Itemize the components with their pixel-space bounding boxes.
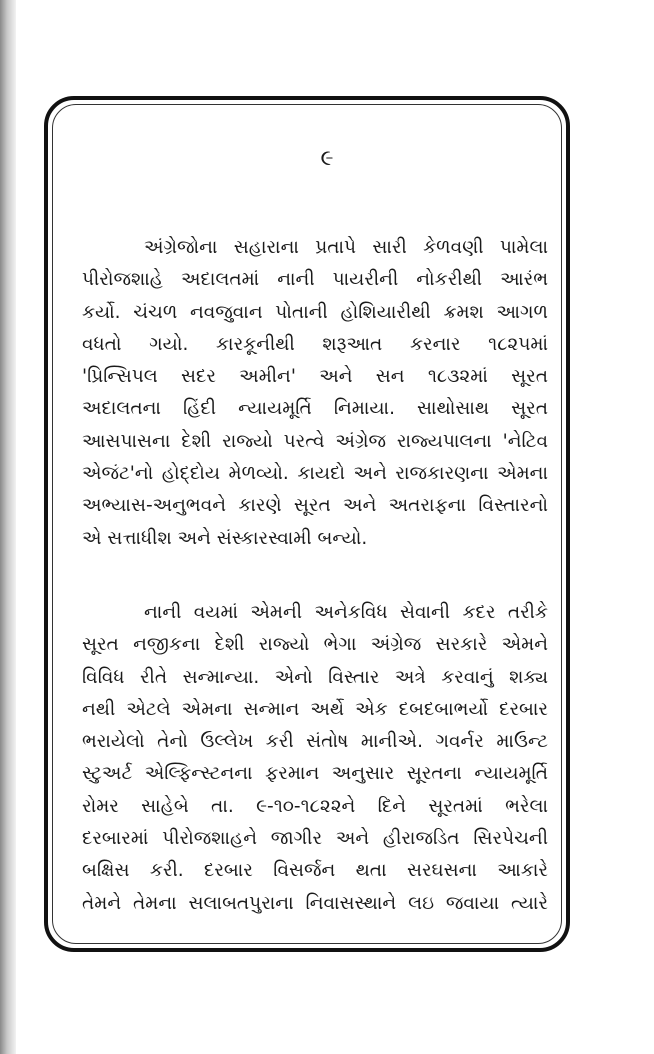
text-line: અંગ્રેજોના સહારાના પ્રતાપે સારી કેળવણી પામેલા <box>144 237 548 258</box>
page-number: ૯ <box>320 146 334 171</box>
text-line: આસપાસના દેશી રાજ્યો પરત્વે અંગ્રેજ રાજ્યપાલના 'નેટિવ <box>82 430 548 452</box>
text-line: દરબારમાં પીરોજશાહને જાગીર અને હીરાજડિત સિરપેચની <box>82 828 548 850</box>
text-line: એજંટ'નો હોદ્દોય મેળવ્યો. કાયદો અને રાજકારણના એમના <box>82 463 548 485</box>
text-line: વધતો ગયો. કારકૂનીથી શરૂઆત કરનાર ૧૮૨૫માં <box>82 333 548 355</box>
text-line: બક્ષિસ કરી. દરબાર વિસર્જન થતા સરઘસના આકારે <box>82 860 548 882</box>
text-line: નથી એટલે એમના સન્માન અર્થે એક દબદબાભર્યો દરબાર <box>82 698 548 720</box>
text-line: પીરોજશાહે અદાલતમાં નાની પાયરીની નોકરીથી આરંભ <box>82 269 548 291</box>
text-line: નાની વયમાં એમની અનેકવિધ સેવાની કદર તરીકે <box>144 602 548 623</box>
text-line: ભરાયેલો તેનો ઉલ્લેખ કરી સંતોષ માનીએ. ગવર્નર માઉન્ટ <box>82 731 548 753</box>
text-line: સ્ટુઅર્ટ એલ્ફિન્સ્ટનના ફરમાન અનુસાર સૂરતના ન્યાયમૂર્તિ <box>82 763 548 785</box>
paragraph-1 <box>82 232 548 555</box>
paragraph-2 <box>82 597 548 920</box>
text-line: રોમર સાહેબે તા. ૯-૧૦-૧૮૨૨ને દિને સૂરતમાં ભરેલા <box>82 795 548 817</box>
text-line: અદાલતના હિંદી ન્યાયમૂર્તિ નિમાયા. સાથોસાથ સૂરત <box>82 398 548 420</box>
text-line: વિવિધ રીતે સન્માન્યા. એનો વિસ્તાર અત્રે કરવાનું શક્ય <box>82 666 548 688</box>
text-line: તેમને તેમના સલાબતપુરાના નિવાસસ્થાને લઇ જવાયા ત્યારે <box>82 892 548 914</box>
text-line: સૂરત નજીકના દેશી રાજ્યો ભેગા અંગ્રેજ સરકારે એમને <box>82 634 548 656</box>
text-line: એ સત્તાધીશ અને સંસ્કારસ્વામી બન્યો. <box>82 527 368 549</box>
text-line: કર્યો. ચંચળ નવજુવાન પોતાની હોશિયારીથી ક્રમશ આગળ <box>82 301 548 323</box>
text-line: અભ્યાસ-અનુભવને કારણે સૂરત અને અતરાફના વિસ્તારનો <box>82 495 548 517</box>
text-line: 'પ્રિન્સિપલ સદર અમીન' અને સન ૧૮૩૨માં સૂરત <box>82 366 548 388</box>
